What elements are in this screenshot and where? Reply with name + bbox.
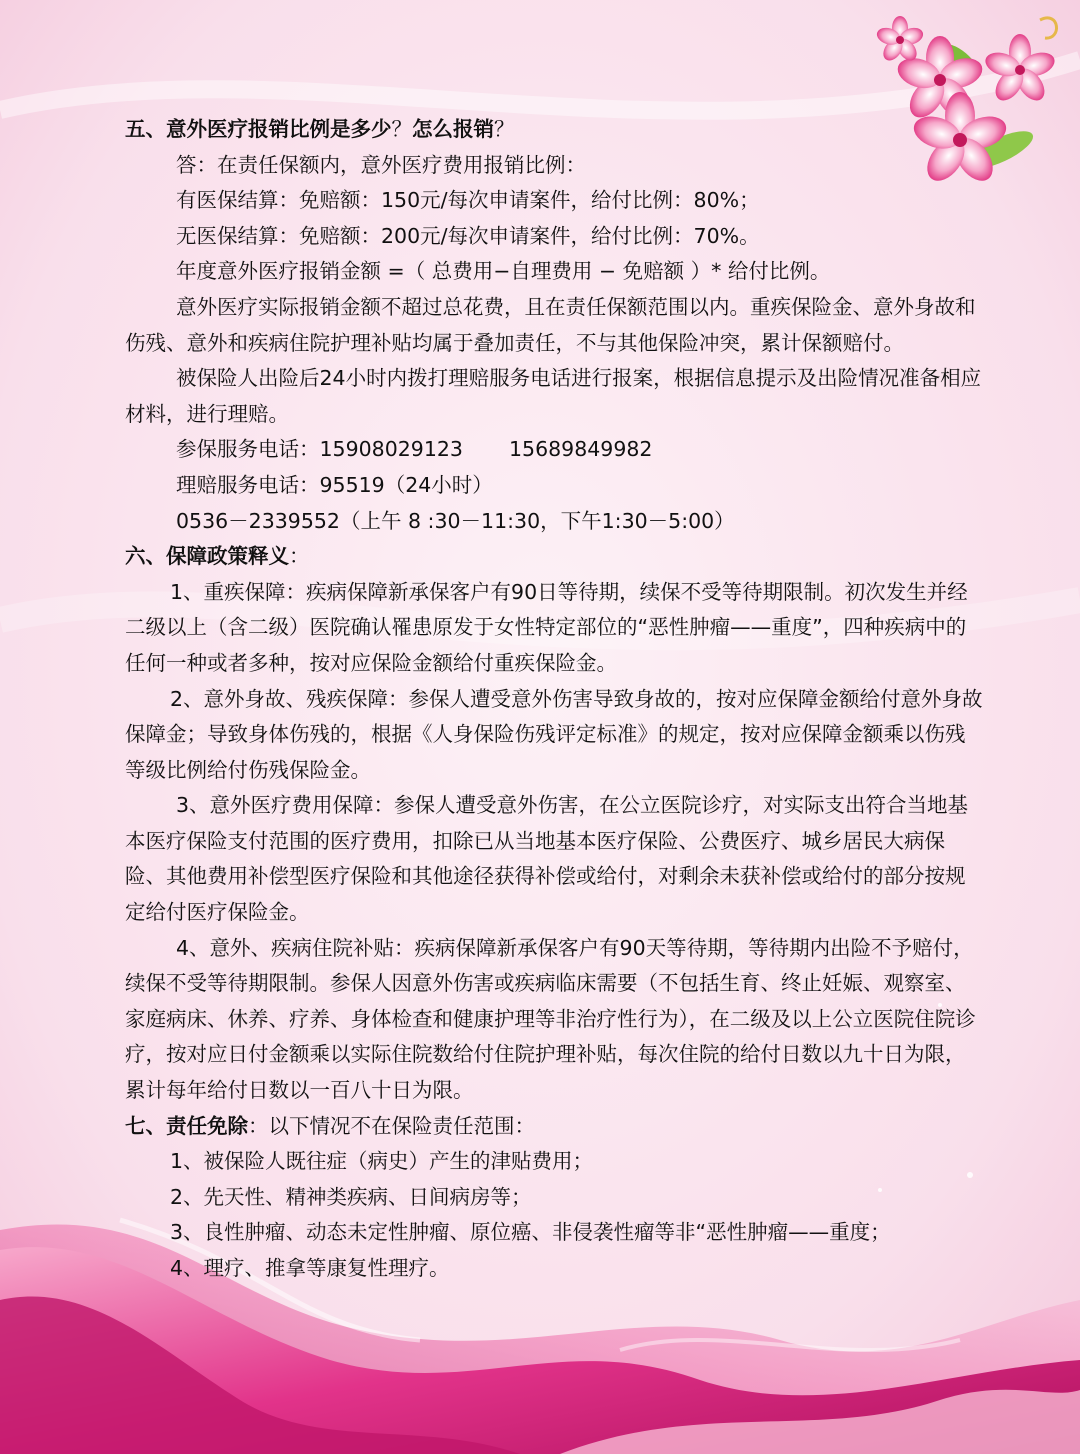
section5-heading-text-a: 五、意外医疗报销比例是多少 [125,117,392,141]
policy-item-3: 3、意外医疗费用保障：参保人遭受意外伤害，在公立医院诊疗，对实际支出符合当地基本医疗保险支付范围的医疗费用，扣除已从当地基本医疗保险、公费医疗、城乡居民大病保险、其他费用补偿型医疗保险和其他途径获得补偿或给付，对剩余未获补偿或给付的部分按规定给付医疗保险金。 [125,793,969,925]
exclusion-item: 3、良性肿瘤、动态未定性肿瘤、原位癌、非侵袭性瘤等非“恶性肿瘤——重度； [170,1220,891,1245]
report-instruction: 被保险人出险后24小时内拨打理赔服务电话进行报案，根据信息提示及出险情况准备相应材料，进行理赔。 [125,366,982,426]
claim-phone-line: 理赔服务电话：95519（24小时） [176,472,493,497]
section6-heading [125,539,985,575]
section6-heading-text: 六、保障政策释义 [125,544,289,569]
section7-heading-text: 七、责任免除 [125,1113,248,1138]
exclusion-item: 2、先天性、精神类疾病、日间病房等； [170,1184,532,1209]
policy-item-1: 1、重疾保障：疾病保障新承保客户有90日等待期，续保不受等待期限制。初次发生并经二级以上（含二级）医院确认罹患原发于女性特定部位的“恶性肿瘤——重度”，四种疾病中的任何一种或者多种，按对应保险金额给付重疾保险金。 [125,579,968,675]
policy-item-4: 4、意外、疾病住院补贴：疾病保障新承保客户有90天等待期，等待期内出险不予赔付，续保不受等待期限制。参保人因意外伤害或疾病临床需要（不包括生育、终止妊娠、观察室、家庭病床、休养、疗养、身体检查和健康护理等非治疗性行为），在二级及以上公立医院住院诊疗，按对应日付金额乘以实际住院数给付住院护理补贴，每次住院的给付日数以九十日为限，累计每年给付日数以一百八十日为限。 [125,935,976,1103]
with-insurance-rate: 有医保结算：免赔额：150元/每次申请案件，给付比例：80%； [176,188,760,213]
section5-heading-q2: ？ [494,117,515,141]
policy-item-2: 2、意外身故、残疾保障：参保人遭受意外伤害导致身故的，按对应保障金额给付意外身故保障金；导致身体伤残的，根据《人身保险伤残评定标准》的规定，按对应保障金额乘以伤残等级比例给付伤残保险金。 [125,686,983,782]
enroll-phone-2: 15689849982 [508,437,653,462]
without-insurance-rate: 无医保结算：免赔额：200元/每次申请案件，给付比例：70%。 [176,223,760,248]
document-body [125,112,985,1287]
enroll-phone-label: 参保服务电话： [176,437,320,462]
reimbursement-note: 意外医疗实际报销金额不超过总花费，且在责任保额范围以内。重疾保险金、意外身故和伤残、意外和疾病住院护理补贴均属于叠加责任，不与其他保险冲突，累计保额赔付。 [125,294,976,355]
section5-heading [125,112,985,148]
section7-heading [125,1109,985,1145]
section5-heading-q1: ？ [391,117,412,141]
enroll-phone-line [125,432,985,468]
answer-intro: 答：在责任保额内，意外医疗费用报销比例： [176,152,586,177]
section6-heading-colon: ： [289,544,310,569]
local-phone-line: 0536－2339552（上午 8 :30－11:30，下午1:30－5:00） [176,508,735,533]
exclusion-item: 1、被保险人既往症（病史）产生的津贴费用； [170,1149,594,1174]
enroll-phone-1: 15908029123 [319,437,463,462]
reimbursement-formula: 年度意外医疗报销金额 =（ 总费用−自理费用 − 免赔额 ）* 给付比例。 [176,259,831,284]
section5-heading-text-b: 怎么报销 [412,117,494,141]
exclusion-item: 4、理疗、推拿等康复性理疗。 [170,1256,450,1280]
section7-heading-rest: ：以下情况不在保险责任范围： [248,1113,535,1138]
